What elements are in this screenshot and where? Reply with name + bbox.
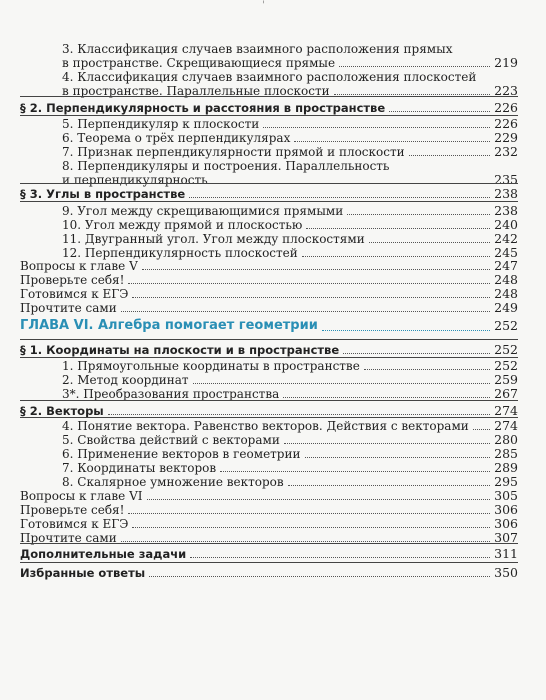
toc-entry-title: 8. Скалярное умножение векторов	[62, 475, 284, 489]
toc-entry-5[interactable]	[62, 117, 518, 131]
page-number: 252	[494, 358, 518, 373]
leader-dots	[108, 413, 490, 415]
chapter-6[interactable]	[20, 318, 518, 334]
leader-dots	[121, 310, 490, 312]
toc-entry-c6-2[interactable]	[62, 373, 518, 387]
toc-entry-title: 9. Угол между скрещивающимися прямыми	[62, 204, 344, 218]
leader-dots	[128, 512, 490, 514]
leader-dots	[305, 456, 491, 458]
leader-dots	[409, 154, 490, 156]
toc-entry-title: Вопросы к главе V	[20, 259, 138, 273]
section-title: § 2. Векторы	[20, 404, 104, 418]
leader-dots	[189, 196, 490, 198]
divider	[20, 357, 518, 358]
toc-questions-vi[interactable]	[20, 489, 518, 503]
toc-read-v[interactable]	[20, 301, 518, 315]
page-number: 238	[494, 203, 518, 218]
page-number: 350	[494, 565, 518, 580]
leader-dots	[190, 556, 490, 558]
toc-entry-11[interactable]	[62, 232, 518, 246]
toc-entry-title: 7. Координаты векторов	[62, 461, 217, 475]
toc-entry-7[interactable]	[62, 145, 518, 159]
leader-dots	[364, 368, 490, 370]
leader-dots	[263, 126, 490, 128]
chapter-6-section-2[interactable]	[20, 404, 518, 418]
leader-dots	[322, 330, 490, 331]
leader-dots	[121, 540, 490, 542]
leader-dots	[283, 396, 490, 398]
page-number: 252	[494, 318, 518, 333]
toc-selected-answers[interactable]	[20, 566, 518, 580]
leader-dots	[128, 282, 490, 284]
page-number: 245	[494, 245, 518, 260]
leader-dots	[149, 575, 490, 577]
toc-entry-title: Готовимся к ЕГЭ	[20, 287, 129, 301]
chapter-6-section-1[interactable]	[20, 343, 518, 357]
divider	[20, 183, 518, 184]
page-number: 223	[494, 83, 518, 98]
leader-dots	[347, 213, 490, 215]
toc-entry-c6-3[interactable]	[62, 387, 518, 401]
toc-entry-title: Проверьте себя!	[20, 503, 125, 517]
page-number: 289	[494, 460, 518, 475]
page-number: 229	[494, 130, 518, 145]
leader-dots	[284, 442, 490, 444]
page-number: 295	[494, 474, 518, 489]
toc-entry-title: Готовимся к ЕГЭ	[20, 517, 129, 531]
divider	[20, 201, 518, 202]
page-number: 252	[494, 342, 518, 357]
toc-entry-8-line2: и перпендикулярность	[62, 173, 208, 187]
page-number: 242	[494, 231, 518, 246]
toc-entry-title: Прочтите сами	[20, 301, 117, 315]
divider	[20, 562, 518, 563]
page-number: 311	[494, 546, 518, 561]
toc-entry-title: Вопросы к главе VI	[20, 489, 143, 503]
toc-entry-c6-7[interactable]	[62, 461, 518, 475]
toc-entry-4-line1: 4. Классификация случаев взаимного расположения плоскостей	[62, 70, 477, 84]
toc-ege-v[interactable]	[20, 287, 518, 301]
toc-entry-3-line1: 3. Классификация случаев взаимного расположения прямых	[62, 42, 453, 56]
section-3[interactable]	[20, 187, 518, 201]
page-number: 306	[494, 516, 518, 531]
toc-entry-c6-6[interactable]	[62, 447, 518, 461]
leader-dots	[369, 241, 490, 243]
toc-entry-title: 5. Перпендикуляр к плоскости	[62, 117, 260, 131]
leader-dots	[132, 526, 490, 528]
toc-entry-title: 5. Свойства действий с векторами	[62, 433, 280, 447]
page-number: 267	[494, 386, 518, 401]
page-number: 249	[494, 300, 518, 315]
toc-entry-title: Прочтите сами	[20, 531, 117, 545]
section-2[interactable]	[20, 101, 518, 115]
leader-dots	[389, 110, 490, 112]
page-number: 307	[494, 530, 518, 545]
toc-extra-problems[interactable]	[20, 547, 518, 561]
toc-entry-c6-1[interactable]	[62, 359, 518, 373]
leader-dots	[220, 470, 490, 472]
toc-entry-title: Проверьте себя!	[20, 273, 125, 287]
toc-entry-8[interactable]	[62, 173, 518, 187]
toc-entry-3[interactable]	[62, 56, 518, 70]
page-number: 306	[494, 502, 518, 517]
leader-dots	[294, 140, 490, 142]
toc-entry-title: 11. Двугранный угол. Угол между плоскостями	[62, 232, 365, 246]
toc-entry-c6-4[interactable]	[62, 419, 518, 433]
toc-entry-title: 3*. Преобразования пространства	[62, 387, 280, 401]
section-title: § 3. Углы в пространстве	[20, 187, 186, 201]
page-number: 226	[494, 100, 518, 115]
toc-entry-title: 6. Теорема о трёх перпендикулярах	[62, 131, 291, 145]
page-number: 238	[494, 186, 518, 201]
section-title: § 1. Координаты на плоскости и в пространстве	[20, 343, 340, 357]
divider	[20, 339, 518, 340]
top-mark: '	[262, 0, 265, 11]
page-number: 248	[494, 272, 518, 287]
divider	[20, 96, 518, 97]
page-number: 240	[494, 217, 518, 232]
chapter-title: ГЛАВА VI. Алгебра помогает геометрии	[20, 318, 318, 333]
page-number: 285	[494, 446, 518, 461]
leader-dots	[473, 428, 490, 430]
section-title: Дополнительные задачи	[20, 547, 187, 561]
toc-entry-title: 12. Перпендикулярность плоскостей	[62, 246, 298, 260]
page-number: 232	[494, 144, 518, 159]
leader-dots	[339, 65, 490, 67]
section-title: Избранные ответы	[20, 566, 146, 580]
divider	[20, 400, 518, 401]
leader-dots	[343, 352, 490, 354]
toc-entry-c6-8[interactable]	[62, 475, 518, 489]
leader-dots	[142, 268, 490, 270]
leader-dots	[288, 484, 490, 486]
toc-entry-title: 6. Применение векторов в геометрии	[62, 447, 301, 461]
toc-entry-10[interactable]	[62, 218, 518, 232]
page-number: 305	[494, 488, 518, 503]
page-number: 274	[494, 418, 518, 433]
leader-dots	[302, 255, 490, 257]
page-number: 247	[494, 258, 518, 273]
toc-entry-8-line1: 8. Перпендикуляры и построения. Параллельность	[62, 159, 390, 173]
leader-dots	[306, 227, 490, 229]
toc-questions-v[interactable]	[20, 259, 518, 273]
divider	[20, 543, 518, 544]
page-number: 226	[494, 116, 518, 131]
page-number: 259	[494, 372, 518, 387]
page-number: 248	[494, 286, 518, 301]
divider	[20, 115, 518, 116]
page-number: 219	[494, 55, 518, 70]
leader-dots	[334, 93, 490, 95]
toc-entry-title: 7. Признак перпендикулярности прямой и плоскости	[62, 145, 405, 159]
toc-entry-3-line2: в пространстве. Скрещивающиеся прямые	[62, 56, 336, 70]
toc-ege-vi[interactable]	[20, 517, 518, 531]
leader-dots	[147, 498, 491, 500]
toc-entry-12[interactable]	[62, 246, 518, 260]
toc-entry-title: 1. Прямоугольные координаты в пространстве	[62, 359, 360, 373]
toc-check-yourself-vi[interactable]	[20, 503, 518, 517]
leader-dots	[193, 382, 490, 384]
leader-dots	[132, 296, 490, 298]
toc-entry-6[interactable]	[62, 131, 518, 145]
divider	[20, 417, 518, 418]
page-number: 274	[494, 403, 518, 418]
section-title: § 2. Перпендикулярность и расстояния в пространстве	[20, 101, 386, 115]
toc-entry-c6-5[interactable]	[62, 433, 518, 447]
page-number: 280	[494, 432, 518, 447]
toc-entry-title: 2. Метод координат	[62, 373, 189, 387]
toc-check-yourself-v[interactable]	[20, 273, 518, 287]
toc-entry-9[interactable]	[62, 204, 518, 218]
toc-entry-title: 10. Угол между прямой и плоскостью	[62, 218, 303, 232]
toc-entry-title: 4. Понятие вектора. Равенство векторов. Действия с векторами	[62, 419, 469, 433]
toc-entry-4-line2: в пространстве. Параллельные плоскости	[62, 84, 330, 98]
page-number: 235	[494, 172, 518, 187]
